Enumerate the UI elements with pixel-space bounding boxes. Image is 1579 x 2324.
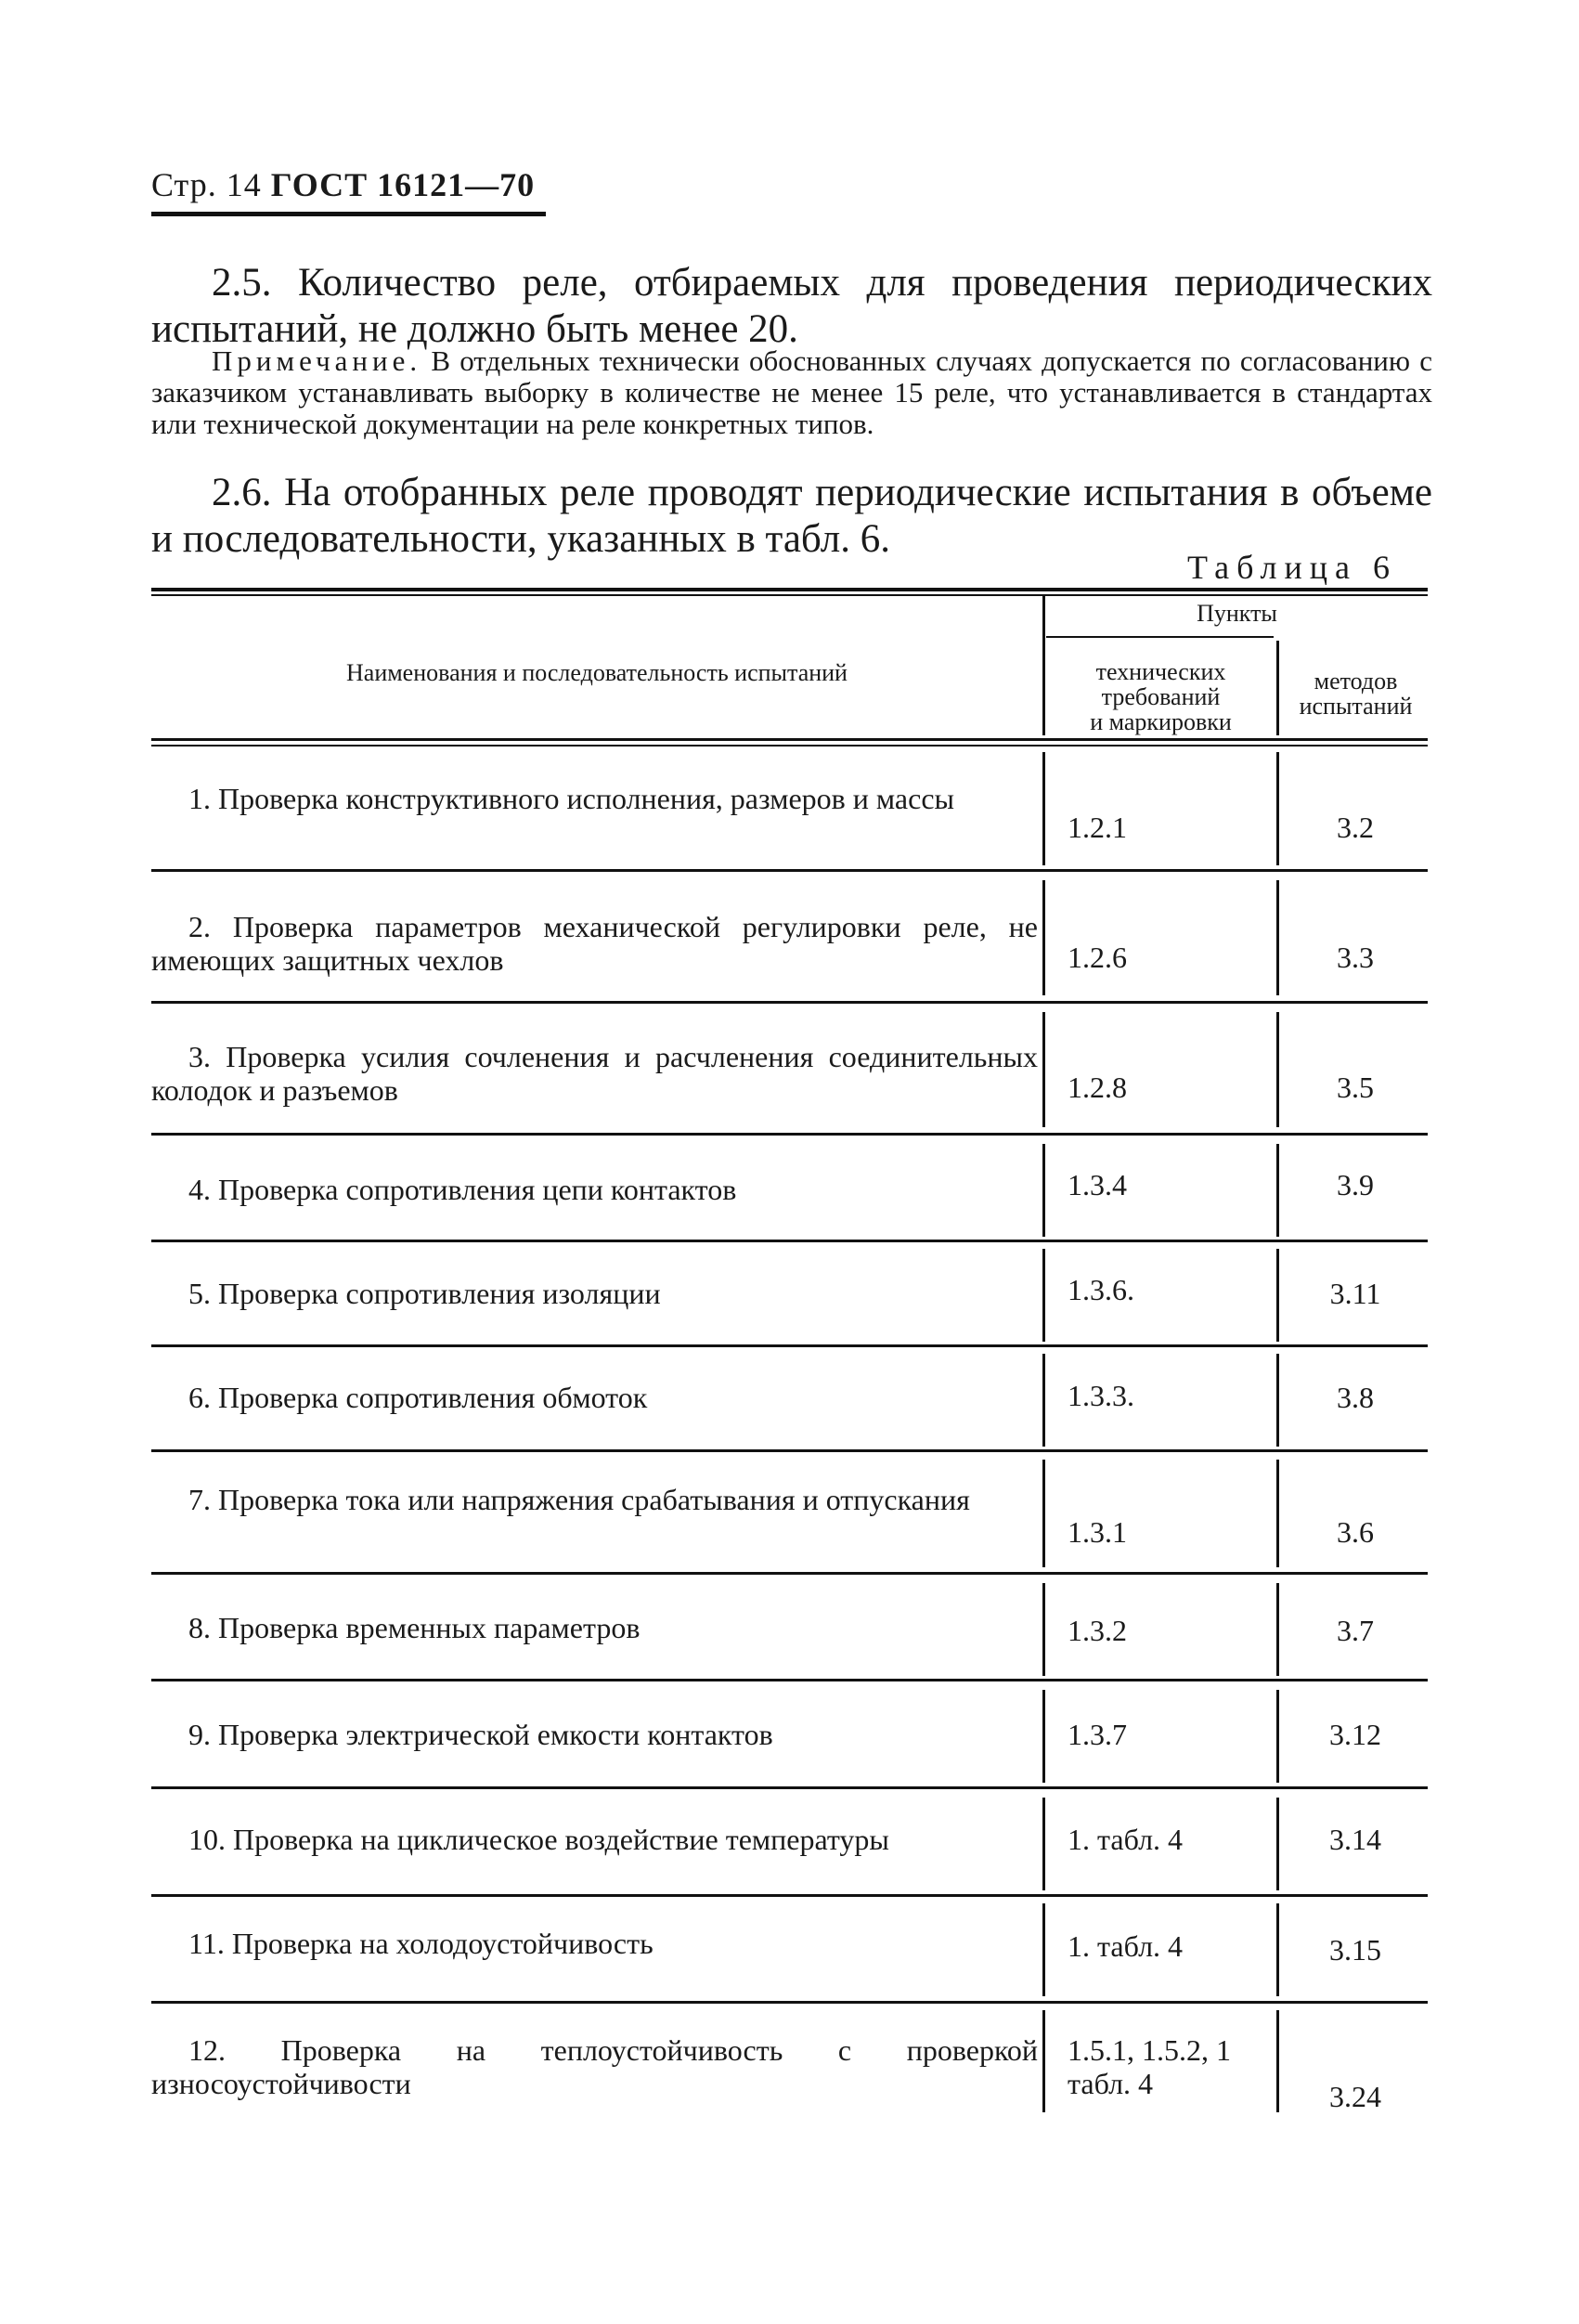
row-vline bbox=[1042, 1249, 1045, 1342]
table-row: 10. Проверка на циклическое воздействие температуры bbox=[188, 1823, 889, 1856]
row-vline bbox=[1276, 1012, 1279, 1127]
note-label: Примечание. bbox=[212, 344, 422, 377]
standard-number: ГОСТ 16121—70 bbox=[270, 166, 536, 203]
row-tech: 1.2.6 bbox=[1068, 941, 1127, 974]
header-bottom-rule-inner bbox=[151, 745, 1428, 747]
header-vline-1 bbox=[1042, 596, 1045, 735]
table-row: 8. Проверка временных параметров bbox=[188, 1611, 641, 1644]
row-rule bbox=[151, 2001, 1428, 2004]
note bbox=[151, 345, 1432, 440]
row-method: 3.24 bbox=[1329, 2080, 1381, 2113]
row-vline bbox=[1042, 1798, 1045, 1890]
table-row: 9. Проверка электрической емкости контактов bbox=[188, 1718, 773, 1751]
row-method: 3.14 bbox=[1329, 1823, 1381, 1856]
header-tech: технических требований и маркировки bbox=[1090, 658, 1232, 735]
row-rule bbox=[151, 1786, 1428, 1789]
row-rule bbox=[151, 1133, 1428, 1136]
row-vline bbox=[1042, 1012, 1045, 1127]
table-caption: Таблица 6 bbox=[1187, 549, 1397, 586]
row-vline bbox=[1276, 1690, 1279, 1783]
row-vline bbox=[1042, 1460, 1045, 1567]
row-vline bbox=[1042, 1144, 1045, 1237]
row-tech: 1. табл. 4 bbox=[1068, 1929, 1184, 1963]
row-rule bbox=[151, 1240, 1428, 1242]
table-row: 12. Проверка на теплоустойчивость с проверкой износоустойчивости bbox=[151, 2033, 1038, 2100]
row-vline bbox=[1042, 1903, 1045, 1996]
row-rule bbox=[151, 1449, 1428, 1452]
page-header bbox=[151, 165, 535, 204]
row-method: 3.12 bbox=[1329, 1718, 1381, 1751]
row-tech: 1.2.8 bbox=[1068, 1071, 1127, 1104]
row-rule bbox=[151, 869, 1428, 872]
table-row: 7. Проверка тока или напряжения срабатывания и отпускания bbox=[188, 1483, 970, 1516]
row-vline bbox=[1276, 1354, 1279, 1447]
row-vline bbox=[1042, 2010, 1045, 2112]
table-row: 4. Проверка сопротивления цепи контактов bbox=[188, 1173, 737, 1206]
row-method: 3.8 bbox=[1337, 1381, 1374, 1414]
row-method: 3.6 bbox=[1337, 1515, 1374, 1549]
table-row: 6. Проверка сопротивления обмоток bbox=[188, 1381, 648, 1414]
row-vline bbox=[1042, 1583, 1045, 1676]
row-tech: 1.3.4 bbox=[1068, 1168, 1127, 1201]
table-top-rule-inner bbox=[151, 594, 1428, 596]
page-label: Стр. 14 bbox=[151, 166, 262, 203]
row-rule bbox=[151, 1572, 1428, 1575]
table-row: 1. Проверка конструктивного исполнения, размеров и массы bbox=[188, 782, 955, 815]
header-rule bbox=[151, 212, 546, 216]
row-vline bbox=[1276, 2010, 1279, 2112]
table-row: 11. Проверка на холодоустойчивость bbox=[188, 1927, 654, 1960]
row-tech: 1.3.7 bbox=[1068, 1718, 1127, 1751]
row-vline bbox=[1042, 1354, 1045, 1447]
row-method: 3.5 bbox=[1337, 1071, 1374, 1104]
note-text: В отдельных технически обоснованных случаях допускается по согласованию с заказчиком устанавливать выборку в количестве не менее 15 реле, что устанавливается в стандартах или технической документации на реле конкретных типов. bbox=[151, 344, 1432, 440]
row-tech: 1.5.1, 1.5.2, 1 табл. 4 bbox=[1068, 2033, 1231, 2100]
table-row: 2. Проверка параметров механической регулировки реле, не имеющих защитных чехлов bbox=[151, 910, 1038, 977]
row-vline bbox=[1276, 1460, 1279, 1567]
row-tech: 1.3.2 bbox=[1068, 1614, 1127, 1647]
row-vline bbox=[1042, 880, 1045, 995]
header-points: Пункты bbox=[1197, 600, 1277, 627]
table-row: 5. Проверка сопротивления изоляции bbox=[188, 1277, 661, 1310]
row-vline bbox=[1042, 752, 1045, 865]
row-vline bbox=[1276, 880, 1279, 995]
row-method: 3.15 bbox=[1329, 1933, 1381, 1967]
row-tech: 1.2.1 bbox=[1068, 811, 1127, 844]
row-vline bbox=[1276, 1583, 1279, 1676]
header-vline-2 bbox=[1276, 641, 1279, 735]
row-vline bbox=[1276, 1249, 1279, 1342]
row-vline bbox=[1276, 1144, 1279, 1237]
row-vline bbox=[1042, 1690, 1045, 1783]
table-row: 3. Проверка усилия сочленения и расчленения соединительных колодок и разъемов bbox=[151, 1040, 1038, 1107]
header-bottom-rule bbox=[151, 738, 1428, 741]
header-points-rule bbox=[1046, 636, 1274, 638]
row-method: 3.2 bbox=[1337, 811, 1374, 844]
row-vline bbox=[1276, 1903, 1279, 1996]
row-rule bbox=[151, 1894, 1428, 1897]
row-method: 3.3 bbox=[1337, 941, 1374, 974]
header-methods: методов испытаний bbox=[1299, 668, 1413, 720]
row-method: 3.9 bbox=[1337, 1168, 1374, 1201]
paragraph-2-5: 2.5. Количество реле, отбираемых для проведения периодических испытаний, не должно быть менее 20. bbox=[151, 261, 1432, 351]
row-vline bbox=[1276, 752, 1279, 865]
row-tech: 1.3.6. bbox=[1068, 1273, 1134, 1306]
row-tech: 1.3.1 bbox=[1068, 1515, 1127, 1549]
row-rule bbox=[151, 1001, 1428, 1004]
row-rule bbox=[151, 1344, 1428, 1347]
paragraph-2-6: 2.6. На отобранных реле проводят периодические испытания в объеме и последовательности, указанных в табл. 6. bbox=[151, 471, 1432, 561]
row-tech: 1.3.3. bbox=[1068, 1379, 1134, 1412]
table-top-rule bbox=[151, 588, 1428, 591]
row-tech: 1. табл. 4 bbox=[1068, 1823, 1184, 1856]
row-method: 3.7 bbox=[1337, 1614, 1374, 1647]
row-method: 3.11 bbox=[1329, 1277, 1381, 1310]
header-name: Наименования и последовательность испытаний bbox=[346, 659, 848, 686]
row-rule bbox=[151, 1679, 1428, 1681]
row-vline bbox=[1276, 1798, 1279, 1890]
